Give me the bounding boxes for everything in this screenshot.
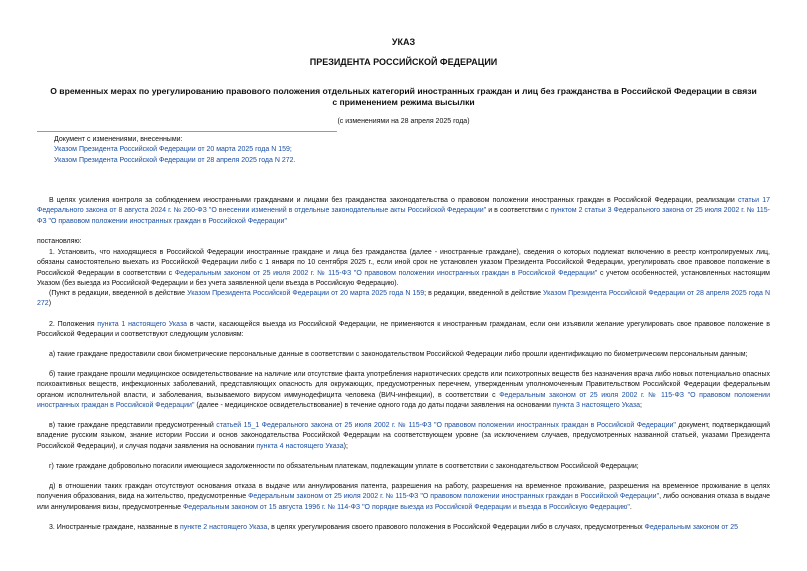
text: , либо основания отказа в выдаче или аннулирования визы, предусмотренные: [37, 493, 771, 511]
link-article-15-1[interactable]: статьей 15_1 Федерального закона от 25 июля 2002 г. № 115-ФЗ "О правовом положении иностранных граждан в Российской Федерации": [216, 422, 676, 429]
link-article-17-law-260[interactable]: статьи 17 Федерального закона от 8 августа 2024 г. № 260-ФЗ "О внесении изменений в отдельные законодательные акты Российской Федерации": [37, 197, 770, 215]
text: 3. Иностранные граждане, названные в: [49, 524, 181, 531]
paragraph-1: [37, 248, 770, 310]
document-title-line-1: О временных мерах по урегулированию правового положения отдельных категорий иностранных граждан и лиц без гражданства в Российской Федерации в связи: [50, 86, 757, 96]
text: ; в редакции, введенной в действие: [424, 290, 544, 298]
text: а) такие граждане предоставили свои биометрические персональные данные в соответствии с законодательством Российской Федерации либо прошли идентификацию по биометрическим персональным данным;: [49, 351, 748, 358]
text: В целях усиления контроля за соблюдением иностранными гражданами и лицами без гражданства законодательства о правовом положении иностранных граждан в Российской Федерации, реализации: [49, 197, 738, 204]
document-type-heading: УКАЗ: [391, 37, 416, 47]
subparagraph-a: [37, 350, 770, 360]
link-law-115[interactable]: Федеральным законом от 25 июля 2002 г. № 115-ФЗ "О правовом положении иностранных граждан в Российской Федерации": [37, 391, 770, 409]
amendment-link-272[interactable]: Указом Президента Российской Федерации от 28 апреля 2025 года N 272.: [54, 156, 296, 164]
text: в) такие граждане представили предусмотренный: [49, 422, 217, 429]
link-law-115[interactable]: Федеральным законом от 25 июля 2002 г. № 115-ФЗ "О правовом положении иностранных граждан в Российской Федерации": [248, 493, 660, 501]
text: в части, касающейся выезда из Российской Федерации, не применяются к иностранным гражданам, если они изъявили желание урегулировать свое правовое положение в Российской Федерации и соответствуют следующим условиям:: [37, 321, 770, 339]
amendment-link-159[interactable]: Указом Президента Российской Федерации от 20 марта 2025 года N 159;: [54, 146, 292, 154]
amendments-label: Документ с изменениями, внесенными:: [54, 136, 183, 143]
text: , в целях урегулирования своего правового положения в Российской Федерации либо в случаях, предусмотренных: [267, 524, 645, 531]
link-decree-272[interactable]: Указом Президента Российской Федерации от 28 апреля 2025 года N 272: [37, 290, 771, 308]
text: ): [48, 300, 52, 308]
subparagraph-b: [37, 370, 770, 411]
decree-word: постановляю:: [37, 238, 82, 245]
text: с учетом особенностей, установленных настоящим Указом (без выезда из Российской Федерации и без учета заявленной цели въезда в Российскую Федерацию).: [37, 269, 770, 287]
text: 2. Положения: [49, 321, 98, 328]
text: г) такие граждане добровольно погасили имеющиеся задолженности по обязательным платежам, подлежащим уплате в соответствии с законодательством Российской Федерации;: [49, 463, 639, 470]
text: (Пункт в редакции, введенной в действие: [49, 290, 188, 298]
text: д) в отношении таких граждан отсутствуют основания отказа в выдаче или аннулирования патента, разрешения на работу, разрешения на временное проживание, разрешения на временное проживание в целях получения образования, вида на жительство, предусмотренные: [37, 483, 770, 501]
document-title: [36, 86, 771, 108]
text: 1. Установить, что находящиеся в Российской Федерации иностранные граждане и лица без гражданства (далее - иностранные граждане), сведения о которых подлежат включению в реестр контролируемых лиц, обязаны самостоятельно выехать из Российской Федерации либо с 1 января по 10 сентября 2025 г., если иной срок не установлен указом Президента Российской Федерации, урегулировать свое правовое положение в Российской Федерации в соответствии с: [37, 249, 770, 277]
text: .: [629, 503, 632, 511]
text: документ, подтверждающий владение русским языком, знание истории России и основ законодательства Российской Федерации на соответствующем уровне (за исключением случаев, предусмотренных названной статьей, указами Президента Российской Федерации), и случая подачи заявления на основании: [37, 422, 770, 450]
link-law-115[interactable]: Федеральным законом от 25 июля 2002 г. № 115-ФЗ "О правовом положении иностранных граждан в Российской Федерации": [174, 269, 598, 277]
link-law-115-art3[interactable]: пунктом 2 статьи 3 Федерального закона от 25 июля 2002 г. № 115-ФЗ "О правовом положении иностранных граждан в Российской Федерации": [37, 207, 770, 225]
edition-note: (с изменениями на 28 апреля 2025 года): [337, 118, 470, 125]
subparagraph-g: [37, 462, 770, 472]
subparagraph-d: [37, 482, 770, 513]
text: и в соответствии с: [486, 207, 551, 215]
preamble-paragraph: [37, 196, 770, 227]
link-decree-159[interactable]: Указом Президента Российской Федерации от 20 марта 2025 года N 159: [187, 290, 425, 298]
paragraph-2: [37, 320, 770, 341]
text: );: [343, 442, 348, 450]
link-law-115[interactable]: Федеральным законом от 25: [644, 524, 739, 531]
document-issuer-heading: ПРЕЗИДЕНТА РОССИЙСКОЙ ФЕДЕРАЦИИ: [309, 57, 498, 67]
link-point-4[interactable]: пункта 4 настоящего Указа: [256, 442, 344, 450]
text: (далее - медицинское освидетельствование) в течение одного года до даты подачи заявления на основании: [194, 401, 553, 409]
amendments-box: [37, 131, 337, 166]
link-point-1[interactable]: пункта 1 настоящего Указа: [97, 321, 188, 328]
document-title-line-2: с применением режима высылки: [332, 97, 475, 107]
paragraph-3: [37, 523, 770, 533]
subparagraph-v: [37, 421, 770, 452]
text: ;: [640, 401, 642, 409]
link-point-3[interactable]: пункта 3 настоящего Указа: [552, 401, 640, 409]
link-point-2[interactable]: пункте 2 настоящего Указа: [180, 524, 268, 531]
text: б) такие граждане прошли медицинское освидетельствование на наличие или отсутствие факта употребления наркотических средств или психотропных веществ без назначения врача либо новых потенциально опасных психоактивных веществ, инфекционных заболеваний, представляющих опасность для окружающих, предусмотренных перечнем, утвержденным уполномоченным Правительством Российской Федерации федеральным органом исполнительной власти, и заболевания, вызываемого вирусом иммунодефицита человека (ВИЧ-инфекции), в соответствии с: [37, 371, 770, 399]
link-law-114[interactable]: Федеральным законом от 15 августа 1996 г. № 114-ФЗ "О порядке выезда из Российской Федерации и въезда в Российскую Федерацию": [182, 503, 630, 511]
